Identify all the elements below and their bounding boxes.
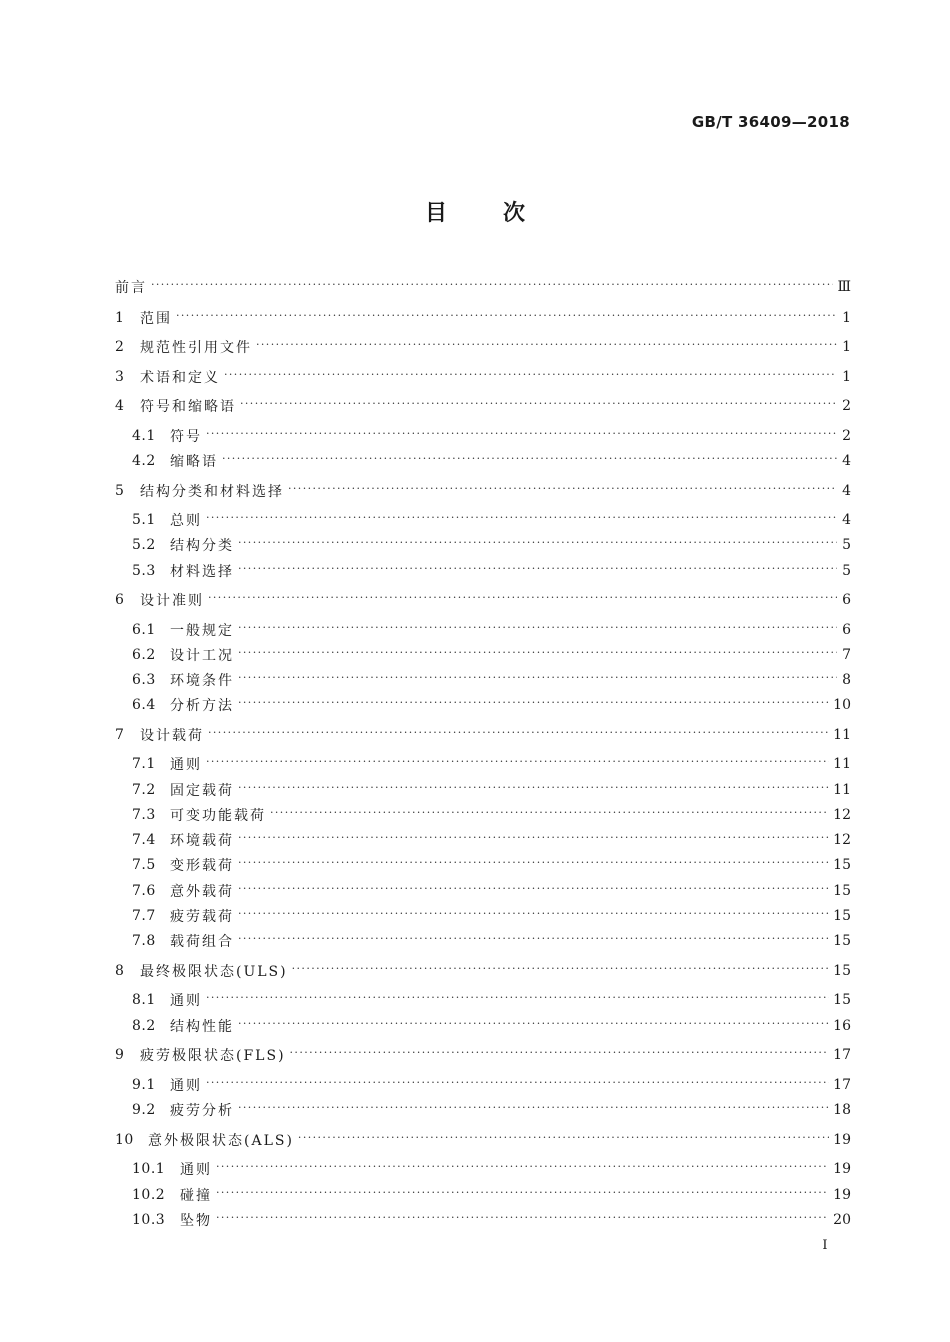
toc-entry-number: 2 bbox=[115, 339, 125, 355]
toc-subentry[interactable] bbox=[132, 853, 851, 877]
toc-subentry[interactable] bbox=[132, 508, 851, 532]
toc-entry-title: 设计工况 bbox=[170, 648, 234, 664]
toc-entry-foreword[interactable] bbox=[115, 275, 851, 299]
toc-subentry[interactable] bbox=[132, 424, 851, 448]
toc-subentry[interactable] bbox=[132, 559, 851, 583]
toc-entry-page: 4 bbox=[842, 483, 851, 499]
toc-entry-title: 意外极限状态(ALS) bbox=[148, 1133, 294, 1149]
toc-entry-number: 7.3 bbox=[132, 807, 156, 823]
toc-entry-number: 6.1 bbox=[132, 622, 156, 638]
toc-subentry[interactable] bbox=[132, 803, 851, 827]
toc-entry-number: 8.1 bbox=[132, 992, 156, 1008]
toc-entry[interactable] bbox=[115, 365, 851, 389]
toc-entry-number: 6 bbox=[115, 592, 125, 608]
toc-subentry[interactable] bbox=[132, 752, 851, 776]
toc-entry-page: 1 bbox=[842, 310, 851, 326]
toc-entry[interactable] bbox=[115, 394, 851, 418]
toc-entry-page: 1 bbox=[842, 339, 851, 355]
toc-subentry[interactable] bbox=[132, 449, 851, 473]
toc-entry-title: 结构分类和材料选择 bbox=[140, 484, 284, 500]
toc-entry-page: Ⅲ bbox=[837, 279, 851, 295]
toc-entry-number: 5.2 bbox=[132, 537, 156, 553]
toc-subentry[interactable] bbox=[132, 988, 851, 1012]
toc-entry-page: 12 bbox=[833, 832, 851, 848]
title-char-1: 目 bbox=[424, 201, 447, 226]
toc-entry-title: 结构性能 bbox=[170, 1019, 234, 1035]
toc-subentry[interactable] bbox=[132, 1073, 851, 1097]
toc-entry-title: 术语和定义 bbox=[140, 370, 220, 386]
toc-entry-title: 变形载荷 bbox=[170, 858, 234, 874]
toc-entry-number: 7.2 bbox=[132, 782, 156, 798]
toc-entry-title: 符号 bbox=[170, 429, 202, 445]
toc-entry-title: 通则 bbox=[170, 1078, 202, 1094]
toc-entry-page: 12 bbox=[833, 807, 851, 823]
toc-entry-page: 11 bbox=[833, 756, 851, 772]
toc-entry-page: 11 bbox=[833, 782, 851, 798]
toc-entry-number: 9.2 bbox=[132, 1102, 156, 1118]
title-char-2: 次 bbox=[503, 201, 526, 226]
toc-entry-number: 6.4 bbox=[132, 697, 156, 713]
toc-entry-title: 通则 bbox=[180, 1162, 212, 1178]
toc-entry-page: 15 bbox=[833, 963, 851, 979]
toc-subentry[interactable] bbox=[132, 879, 851, 903]
toc-entry-number: 4.2 bbox=[132, 453, 156, 469]
toc-entry-number: 4 bbox=[115, 398, 125, 414]
toc-entry[interactable] bbox=[115, 1128, 851, 1152]
toc-entry-page: 19 bbox=[833, 1187, 851, 1203]
toc-entry-page: 20 bbox=[833, 1212, 851, 1228]
toc-entry-page: 11 bbox=[833, 727, 851, 743]
page-number-text: I bbox=[822, 1238, 828, 1253]
toc-entry-title: 疲劳载荷 bbox=[170, 909, 234, 925]
toc-subentry[interactable] bbox=[132, 643, 851, 667]
toc-entry-number: 6.3 bbox=[132, 672, 156, 688]
toc-entry-page: 5 bbox=[842, 563, 851, 579]
toc-entry-title: 规范性引用文件 bbox=[140, 340, 252, 356]
toc-entry-number: 10.2 bbox=[132, 1187, 166, 1203]
toc-entry-number: 7.8 bbox=[132, 933, 156, 949]
toc-entry-page: 2 bbox=[842, 398, 851, 414]
toc-subentry[interactable] bbox=[132, 533, 851, 557]
page-title bbox=[0, 196, 950, 227]
toc-entry-title: 设计载荷 bbox=[140, 728, 204, 744]
toc-subentry[interactable] bbox=[132, 1183, 851, 1207]
toc-entry-number: 7.5 bbox=[132, 857, 156, 873]
toc-entry-page: 1 bbox=[842, 369, 851, 385]
toc-entry-number: 6.2 bbox=[132, 647, 156, 663]
toc-entry[interactable] bbox=[115, 1043, 851, 1067]
toc-entry-title: 坠物 bbox=[180, 1213, 212, 1229]
toc-entry[interactable] bbox=[115, 479, 851, 503]
toc-entry-number: 9.1 bbox=[132, 1077, 156, 1093]
toc-entry[interactable] bbox=[115, 588, 851, 612]
toc-entry-page: 8 bbox=[842, 672, 851, 688]
toc-entry[interactable] bbox=[115, 306, 851, 330]
toc-subentry[interactable] bbox=[132, 1208, 851, 1232]
standard-code: GB/T 36409—2018 bbox=[691, 113, 850, 131]
toc-entry-page: 7 bbox=[842, 647, 851, 663]
toc-subentry[interactable] bbox=[132, 1014, 851, 1038]
toc-subentry[interactable] bbox=[132, 828, 851, 852]
toc-subentry[interactable] bbox=[132, 693, 851, 717]
toc-entry-title: 材料选择 bbox=[170, 564, 234, 580]
toc-entry-title: 疲劳分析 bbox=[170, 1103, 234, 1119]
toc-entry-page: 2 bbox=[842, 428, 851, 444]
toc-subentry[interactable] bbox=[132, 778, 851, 802]
toc-entry-number: 4.1 bbox=[132, 428, 156, 444]
toc-subentry[interactable] bbox=[132, 904, 851, 928]
toc-entry-title: 载荷组合 bbox=[170, 934, 234, 950]
toc-entry-page: 17 bbox=[833, 1047, 851, 1063]
toc-entry-title: 可变功能载荷 bbox=[170, 808, 266, 824]
toc-entry-title: 通则 bbox=[170, 993, 202, 1009]
toc-subentry[interactable] bbox=[132, 668, 851, 692]
toc-entry-title: 缩略语 bbox=[170, 454, 218, 470]
toc-entry-title: 环境条件 bbox=[170, 673, 234, 689]
toc-entry-number: 8 bbox=[115, 963, 125, 979]
toc-entry-page: 19 bbox=[833, 1132, 851, 1148]
toc-entry-page: 4 bbox=[842, 453, 851, 469]
toc-entry-number: 5.1 bbox=[132, 512, 156, 528]
toc-subentry[interactable] bbox=[132, 1157, 851, 1181]
toc-entry-number: 3 bbox=[115, 369, 125, 385]
toc-entry[interactable] bbox=[115, 959, 851, 983]
toc-entry-number: 9 bbox=[115, 1047, 125, 1063]
toc-entry-number: 7.4 bbox=[132, 832, 156, 848]
toc-entry-title: 环境载荷 bbox=[170, 833, 234, 849]
toc-entry-title: 前言 bbox=[115, 280, 147, 296]
toc-entry-title: 结构分类 bbox=[170, 538, 234, 554]
toc-entry-title: 范围 bbox=[140, 311, 172, 327]
toc-entry-title: 疲劳极限状态(FLS) bbox=[140, 1048, 286, 1064]
toc-entry-title: 最终极限状态(ULS) bbox=[140, 964, 288, 980]
toc-entry-page: 15 bbox=[833, 857, 851, 873]
toc-entry-page: 6 bbox=[842, 592, 851, 608]
toc-entry-title: 分析方法 bbox=[170, 698, 234, 714]
toc-entry-number: 7.7 bbox=[132, 908, 156, 924]
toc-subentry[interactable] bbox=[132, 1098, 851, 1122]
toc-entry-number: 5 bbox=[115, 483, 125, 499]
toc-entry-number: 1 bbox=[115, 310, 125, 326]
toc-entry-page: 6 bbox=[842, 622, 851, 638]
toc-entry-page: 15 bbox=[833, 908, 851, 924]
toc-entry-page: 10 bbox=[833, 697, 851, 713]
toc-entry-title: 一般规定 bbox=[170, 623, 234, 639]
toc-entry-title: 碰撞 bbox=[180, 1188, 212, 1204]
page-number bbox=[0, 1238, 950, 1253]
toc-entry-title: 总则 bbox=[170, 513, 202, 529]
toc-entry-number: 8.2 bbox=[132, 1018, 156, 1034]
toc-entry-title: 通则 bbox=[170, 757, 202, 773]
toc-entry-page: 16 bbox=[833, 1018, 851, 1034]
toc-entry-page: 4 bbox=[842, 512, 851, 528]
toc-entry-number: 7 bbox=[115, 727, 125, 743]
toc-entry-page: 19 bbox=[833, 1161, 851, 1177]
toc-entry-number: 5.3 bbox=[132, 563, 156, 579]
toc-subentry[interactable] bbox=[132, 618, 851, 642]
toc-entry-page: 17 bbox=[833, 1077, 851, 1093]
toc-entry-page: 15 bbox=[833, 992, 851, 1008]
toc-entry-number: 10.3 bbox=[132, 1212, 166, 1228]
toc-entry-title: 意外载荷 bbox=[170, 884, 234, 900]
toc-entry-number: 10 bbox=[115, 1132, 134, 1148]
toc-entry-title: 符号和缩略语 bbox=[140, 399, 236, 415]
toc-entry[interactable] bbox=[115, 335, 851, 359]
toc-entry-page: 5 bbox=[842, 537, 851, 553]
toc-entry[interactable] bbox=[115, 723, 851, 747]
toc-entry-page: 18 bbox=[833, 1102, 851, 1118]
toc-entry-page: 15 bbox=[833, 933, 851, 949]
toc-entry-number: 7.1 bbox=[132, 756, 156, 772]
toc-entry-title: 固定载荷 bbox=[170, 783, 234, 799]
toc-entry-number: 10.1 bbox=[132, 1161, 166, 1177]
toc-entry-number: 7.6 bbox=[132, 883, 156, 899]
toc-entry-title: 设计准则 bbox=[140, 593, 204, 609]
toc-entry-page: 15 bbox=[833, 883, 851, 899]
toc-subentry[interactable] bbox=[132, 929, 851, 953]
